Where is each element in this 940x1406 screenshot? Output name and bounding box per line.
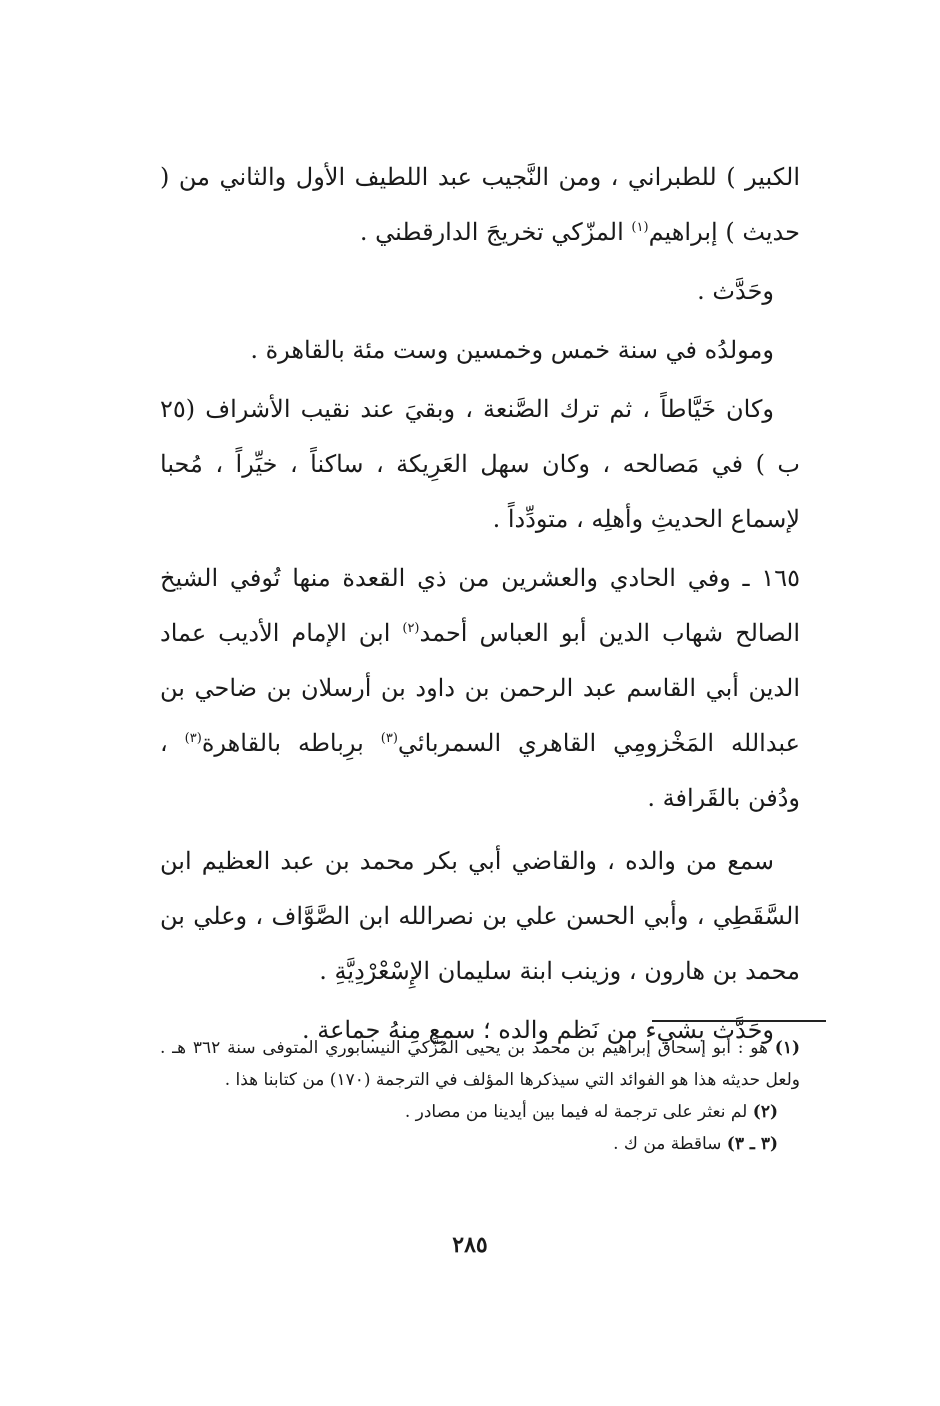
footnotes: [160, 1032, 800, 1160]
footnote-1-text: هو : أبو إسحاق إبراهيم بن محمد بن يحيى المُزَّكي النيسابوري المتوفى سنة ٣٦٢ هـ . ولعل حديثه هذا هو الفوائد التي سيذكرها المؤلف في الترجمة (١٧٠) من كتابنا هذا .: [160, 1038, 800, 1090]
footnote-1-number: (١): [774, 1038, 800, 1058]
footnote-3-number: (٣ ـ ٣): [726, 1134, 778, 1154]
footnote-divider: [652, 1020, 826, 1022]
footnote-2-number: (٢): [752, 1102, 778, 1122]
paragraph-4: وكان خَيَّاطاً ، ثم ترك الصَّنعة ، وبقيَ عند نقيب الأشراف (٢٥ ب ) في مَصالحه ، وكان سهل العَرِيكة ، ساكناً ، خيِّراً ، مُحبا لإسماع الحديثِ وأهلِه ، متودِّداً .: [160, 395, 800, 533]
footnote-ref-1: (١): [631, 220, 649, 235]
footnote-ref-3b: (٣): [184, 731, 202, 746]
footnote-2: [160, 1096, 800, 1128]
paragraph-2: وحَدَّث .: [697, 277, 774, 305]
footnote-1: [160, 1032, 800, 1096]
entry-165-text-a: ١٦٥ ـ وفي الحادي والعشرين من ذي القعدة منها تُوفي الشيخ الصالح شهاب الدين أبو العباس أحمد: [160, 564, 800, 647]
footnote-ref-3a: (٣): [380, 731, 398, 746]
paragraph-3: ومولدُه في سنة خمس وخمسين وست مئة بالقاهرة .: [250, 336, 774, 364]
main-text: [160, 150, 800, 1058]
entry-165-text-c: برِباطه بالقاهرة: [201, 729, 364, 757]
entry-165-text-d: ، ودُفن بالقَرافة .: [160, 729, 800, 812]
paragraph-7: وحَدَّث بشيء من نَظم والده ؛ سمع مِنهُ جماعة .: [301, 1016, 774, 1044]
footnote-2-text: لم نعثر على ترجمة له فيما بين أيدينا من مصادر .: [404, 1102, 748, 1122]
footnote-3-text: ساقطة من ك .: [613, 1134, 722, 1154]
paragraph-1: [160, 150, 800, 260]
paragraph-6: سمع من والده ، والقاضي أبي بكر محمد بن عبد العظيم ابن السَّقَطِي ، وأبي الحسن علي بن نصرالله ابن الصَّوَّاف ، وعلي بن محمد بن هارون ، وزينب ابنة سليمان الإِسْعْرْدِيَّةِ .: [160, 847, 800, 985]
footnote-ref-2: (٢): [402, 621, 420, 636]
entry-165: [160, 551, 800, 826]
paragraph-1-text: الكبير ) للطبراني ، ومن النَّجيب عبد اللطيف الأول والثاني من ( حديث ) إبراهيم: [160, 163, 800, 246]
footnote-3: [160, 1128, 800, 1160]
paragraph-1-tail: المزّكي تخريجَ الدارقطني .: [359, 218, 624, 246]
entry-165-text-b: ابن الإمام الأديب عماد الدين أبي القاسم عبد الرحمن بن داود بن أرسلان بن ضاحي بن عبدالله المَخْزومِي القاهري السمربائي: [160, 619, 800, 757]
page-number: ٢٨٥: [452, 1232, 488, 1258]
